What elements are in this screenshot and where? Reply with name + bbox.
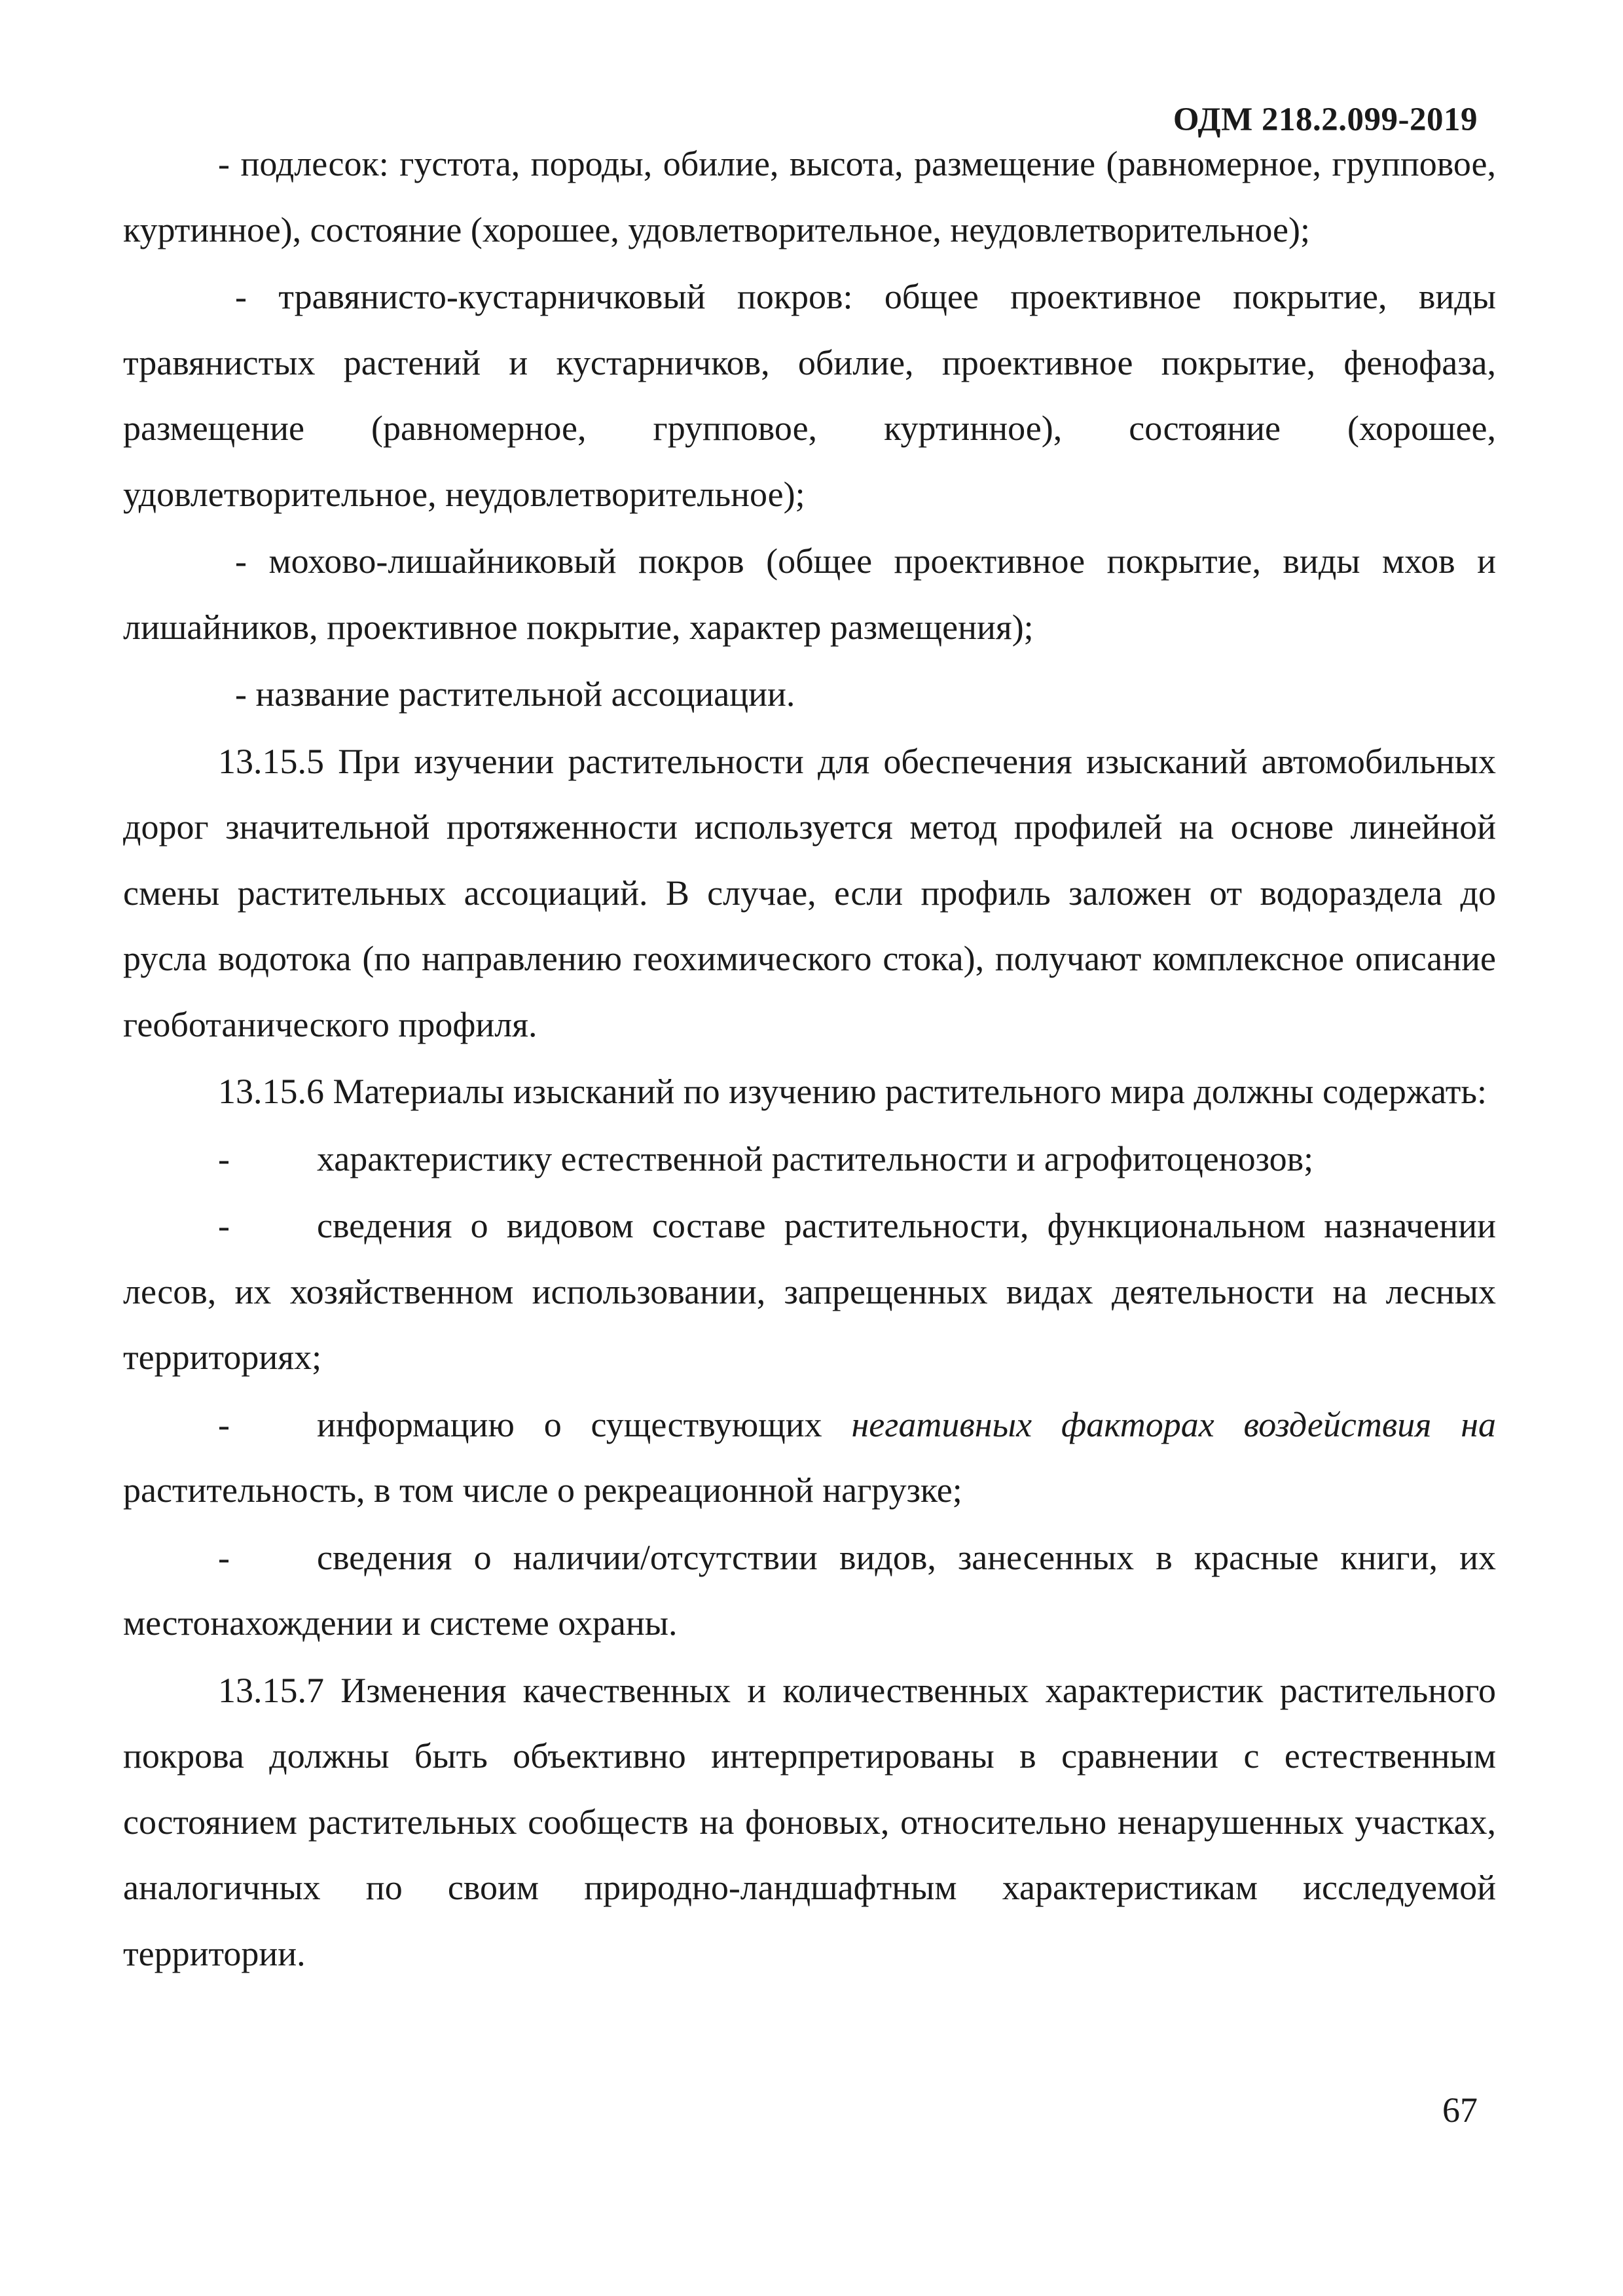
list-dash: -: [218, 1206, 230, 1245]
list-dash: -: [218, 1139, 230, 1178]
list-dash: -: [218, 1537, 230, 1577]
paragraph-plant-association: - название растительной ассоциации.: [235, 674, 795, 714]
list-item-text: сведения о наличии/отсутствии видов, занесенных в красные книги, их местонахождении и системе охраны.: [123, 1537, 1496, 1643]
list-item: [123, 1126, 1496, 1192]
list-item: [123, 1525, 1496, 1656]
paragraph-13-15-6: 13.15.6 Материалы изысканий по изучению растительного мира должны содержать:: [218, 1072, 1487, 1111]
document-code-header: ОДМ 218.2.099-2019: [1173, 101, 1478, 138]
paragraph-herb-shrub-cover: - травянисто-кустарничковый покров: общее проективное покрытие, виды травянистых растений и кустарничков, обилие, проективное покрытие, фенофаза, размещение (равномерное, групповое, куртинное), состояние (хорошее, удовлетворительное, неудовлетворительное);: [123, 277, 1496, 514]
list-item: [123, 1193, 1496, 1391]
list-item-text: сведения о видовом составе растительности, функциональном назначении лесов, их хозяйственном использовании, запрещенных видах деятельности на лесных территориях;: [123, 1206, 1496, 1377]
list-item: [123, 1392, 1496, 1523]
list-item-text-italic: негативных факторах воздействия на: [851, 1404, 1496, 1444]
page-number: 67: [1442, 2090, 1478, 2130]
list-item-text: характеристику естественной растительности и агрофитоценозов;: [317, 1139, 1314, 1178]
paragraph-13-15-7: 13.15.7 Изменения качественных и количественных характеристик растительного покрова должны быть объективно интерпретированы в сравнении с естественным состоянием растительных сообществ на фоновых, относительно ненарушенных участках, аналогичных по своим природно-ландшафтным характеристикам исследуемой территории.: [123, 1670, 1496, 1973]
list-dash: -: [218, 1404, 230, 1444]
paragraph-13-15-5: 13.15.5 При изучении растительности для обеспечения изысканий автомобильных дорог значительной протяженности используется метод профилей на основе линейной смены растительных ассоциаций. В случае, если профиль заложен от водораздела до русла водотока (по направлению геохимического стока), получают комплексное описание геоботанического профиля.: [123, 741, 1496, 1044]
list-item-text-part: растительность, в том числе о рекреационной нагрузке;: [123, 1470, 962, 1510]
document-body: [123, 131, 1496, 1986]
list-item-text: [123, 1405, 1496, 1510]
paragraph-undergrowth: - подлесок: густота, породы, обилие, высота, размещение (равномерное, групповое, куртинное), состояние (хорошее, удовлетворительное, неудовлетворительное);: [123, 144, 1496, 249]
paragraph-moss-lichen-cover: - мохово-лишайниковый покров (общее проективное покрытие, виды мхов и лишайников, проективное покрытие, характер размещения);: [123, 541, 1496, 647]
list-item-text-part: информацию о существующих: [317, 1404, 852, 1444]
